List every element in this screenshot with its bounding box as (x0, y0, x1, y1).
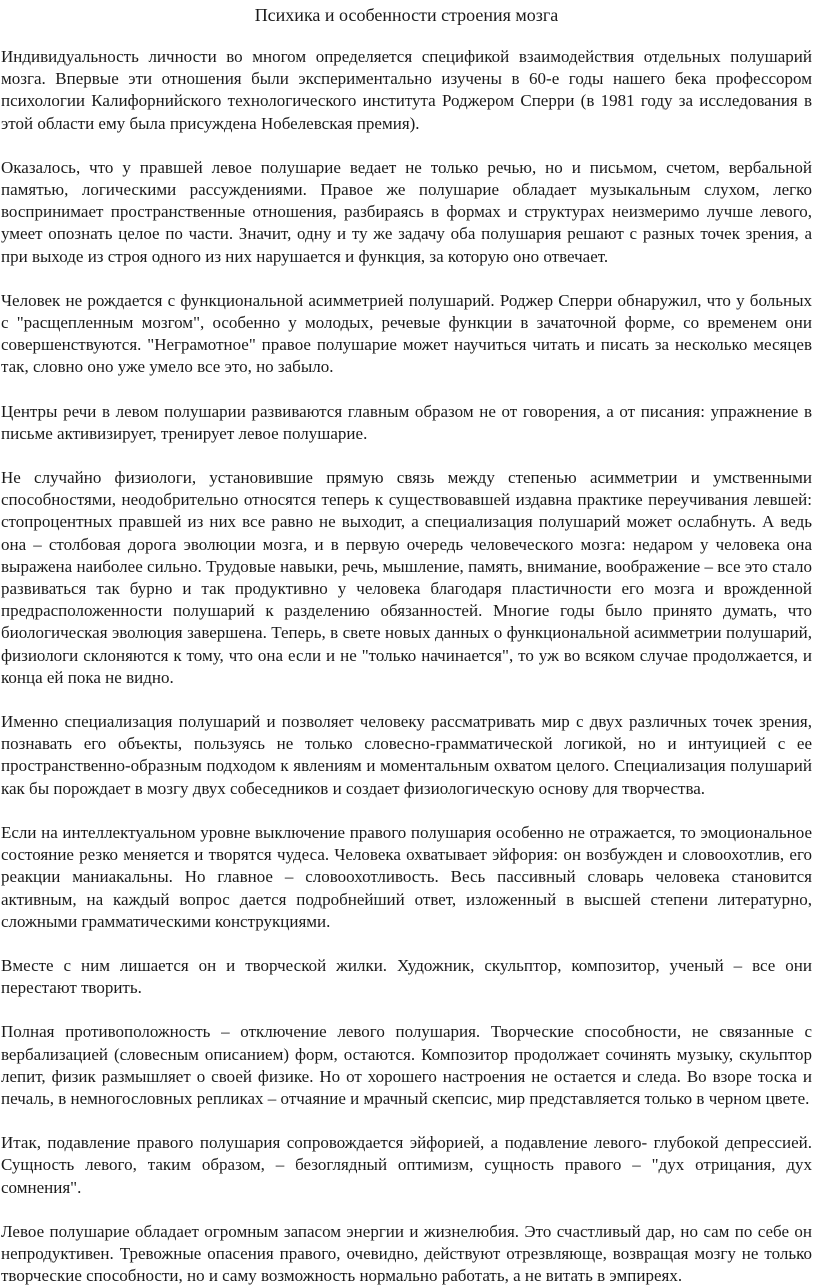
paragraph: Если на интеллектуальном уровне выключение правого полушария особенно не отражается, то эмоциональное состояние резко меняется и творятся чудеса. Человека охватывает эйфория: он возбужден и словоохотлив, его реакции маниакальны. Но главное – словоохотливость. Весь пассивный словарь человека становится активным, на каждый вопрос дается подробнейший ответ, изложенный в высшей степени литературно, сложными грамматическими конструкциями. (1, 822, 812, 931)
document-body (1, 46, 812, 1287)
paragraph: Человек не рождается с функциональной асимметрией полушарий. Роджер Сперри обнаружил, что у больных с "расщепленным мозгом", особенно у молодых, речевые функции в зачаточной форме, со временем они совершенствуются. "Неграмотное" правое полушарие может научиться читать и писать за несколько месяцев так, словно оно уже умело все это, но забыло. (1, 290, 812, 377)
paragraph: Не случайно физиологи, установившие прямую связь между степенью асимметрии и умственными способностями, неодобрительно относятся теперь к существовавшей издавна практике переучивания левшей: стопроцентных правшей из них все равно не выходит, а специализация полушарий может ослабнуть. А ведь она – столбовая дорога эволюции мозга, и в первую очередь человеческого мозга: недаром у человека она выражена наиболее сильно. Трудовые навыки, речь, мышление, память, внимание, воображение – все это стало развиваться так бурно и так продуктивно у человека благодаря пластичности его мозга и врожденной предрасположенности полушарий к разделению обязанностей. Многие годы было принято думать, что биологическая эволюция завершена. Теперь, в свете новых данных о функциональной асимметрии полушарий, физиологи склоняются к тому, что она если и не "только начинается", то уж во всяком случае продолжается, и конца ей пока не видно. (1, 468, 812, 687)
paragraph: Вместе с ним лишается он и творческой жилки. Художник, скульптор, композитор, ученый – все они перестают творить. (1, 955, 812, 998)
paragraph: Левое полушарие обладает огромным запасом энергии и жизнелюбия. Это счастливый дар, но сам по себе он непродуктивен. Тревожные опасения правого, очевидно, действуют отрезвляюще, возвращая мозгу не только творческие способности, но и саму возможность нормально работать, а не витать в эмпиреях. (1, 1221, 812, 1286)
paragraph: Итак, подавление правого полушария сопровождается эйфорией, а подавление левого- глубокой депрессией. Сущность левого, таким образом, – безоглядный оптимизм, сущность правого – "дух отрицания, дух сомнения". (1, 1133, 812, 1197)
paragraph: Оказалось, что у правшей левое полушарие ведает не только речью, но и письмом, счетом, вербальной памятью, логическими рассуждениями. Правое же полушарие обладает музыкальным слухом, легко воспринимает пространственные отношения, разбираясь в формах и структурах неизмеримо лучше левого, умеет опознать целое по части. Значит, одну и ту же задачу оба полушария решают с разных точек зрения, а при выходе из строя одного из них нарушается и функция, за которую оно отвечает. (1, 157, 812, 266)
paragraph: Индивидуальность личности во многом определяется спецификой взаимодействия отдельных полушарий мозга. Впервые эти отношения были экспериментально изучены в 60-е годы нашего бека профессором психологии Калифорнийского технологического института Роджером Сперри (в 1981 году за исследования в этой области ему была присуждена Нобелевская премия). (1, 47, 812, 133)
paragraph: Именно специализация полушарий и позволяет человеку рассматривать мир с двух различных точек зрения, познавать его объекты, пользуясь не только словесно-грамматической логикой, но и интуицией с ее пространственно-образным подходом к явлениям и моментальным охватом целого. Специализация полушарий как бы порождает в мозгу двух собеседников и создает физиологическую основу для творчества. (1, 712, 812, 798)
document-title: Психика и особенности строения мозга (254, 5, 559, 25)
paragraph: Центры речи в левом полушарии развиваются главным образом не от говорения, а от писания: упражнение в письме активизирует, тренирует левое полушарие. (1, 401, 812, 443)
paragraph: Полная противоположность – отключение левого полушария. Творческие способности, не связанные с вербализацией (словесным описанием) форм, остаются. Композитор продолжает сочинять музыку, скульптор лепит, физик размышляет о своей физике. Но от хорошего настроения не остается и следа. Во взоре тоска и печаль, в немногословных репликах – отчаяние и мрачный скепсис, мир представляется только в черном цвете. (1, 1022, 812, 1108)
